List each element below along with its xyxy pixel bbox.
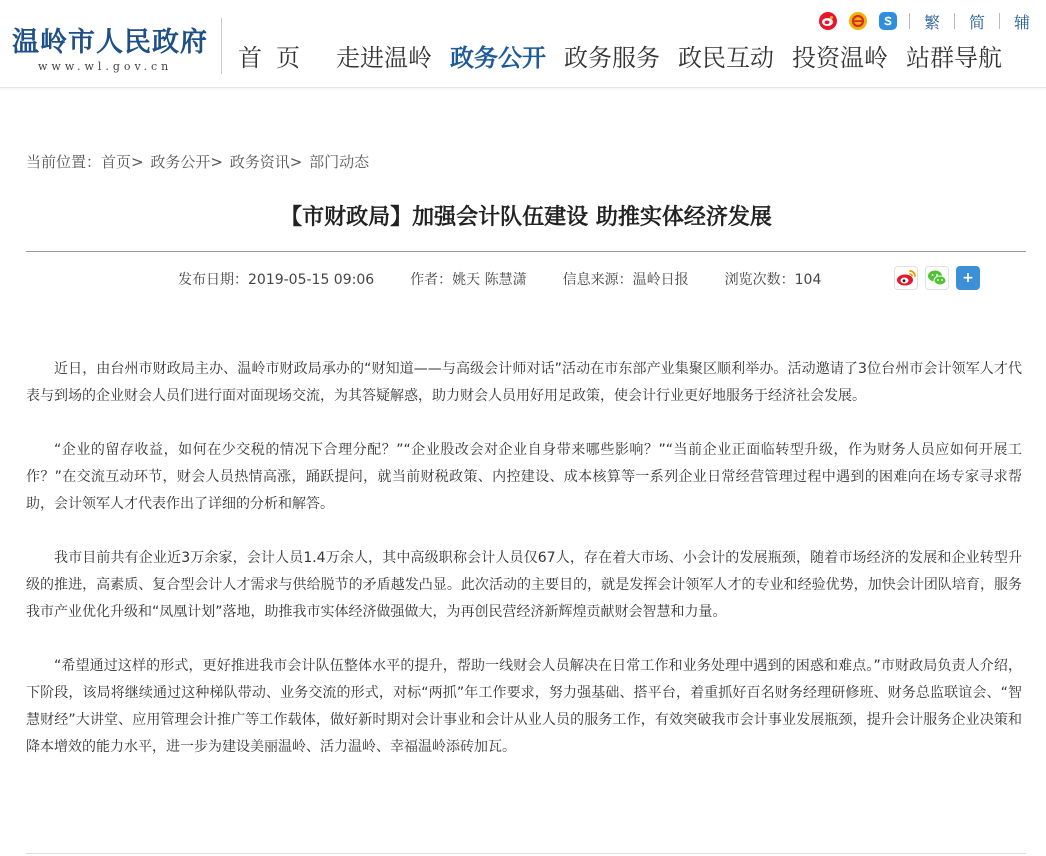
article-paragraph: 近日，由台州市财政局主办、温岭市财政局承办的“财知道——与高级会计师对话”活动在市东部产业集聚区顺利举办。活动邀请了3位台州市会计领军人才代表与到场的企业财会人员们进行面对面现场交流，为其答疑解惑，助力财会人员用好用足政策，使会计行业更好地服务于经济社会发展。 — [26, 361, 1022, 404]
article-paragraph: “希望通过这样的形式，更好推进我市会计队伍整体水平的提升，帮助一线财会人员解决在日常工作和业务处理中遇到的困惑和难点。”市财政局负责人介绍，下阶段，该局将继续通过这种梯队带动、业务交流的形式，对标“两抓”年工作要求，努力强基础、搭平台，着重抓好百名财务经理研修班、财务总监联谊会、“智慧财经”大讲堂、应用管理会计推广等工作载体，做好新时期对会计事业和会计从业人员的服务工作，有效突破我市会计事业发展瓶颈，提升会计服务企业决策和降本增效的能力水平，进一步为建设美丽温岭、活力温岭、幸福温岭添砖加瓦。 — [26, 658, 1022, 755]
site-logo[interactable] — [12, 20, 208, 78]
simplified-chinese-link[interactable]: 简 — [968, 12, 985, 32]
publish-date: 发布日期：2019-05-15 09:06 — [178, 272, 375, 288]
article-title: 【市财政局】加强会计队伍建设 助推实体经济发展 — [280, 205, 772, 230]
article-author: 作者：姚天 陈慧潇 — [410, 272, 527, 288]
breadcrumb-gov-news[interactable]: 政务资讯 — [229, 153, 290, 171]
title-divider — [26, 251, 1026, 252]
topbar-separator — [999, 13, 1000, 29]
main-nav — [238, 40, 1002, 76]
site-header — [0, 0, 1046, 88]
article-meta — [178, 269, 857, 289]
wechat-share-icon[interactable] — [925, 266, 949, 290]
nav-item-gov-services[interactable]: 政务服务 — [564, 44, 660, 72]
weibo-icon[interactable] — [819, 12, 837, 30]
nav-item-interaction[interactable]: 政民互动 — [678, 44, 774, 72]
breadcrumb-separator: > — [131, 153, 144, 171]
breadcrumb — [26, 151, 369, 172]
topbar — [813, 10, 1038, 32]
site-logo-title: 温岭市人民政府 — [12, 27, 208, 58]
share-bar — [894, 266, 987, 290]
skype-icon[interactable] — [879, 12, 897, 30]
view-count: 浏览次数：104 — [724, 272, 822, 288]
nav-item-investment[interactable]: 投资温岭 — [792, 44, 888, 72]
accessibility-link[interactable]: 辅 — [1013, 12, 1030, 32]
site-logo-url: www.wl.gov.cn — [38, 60, 173, 73]
nav-item-site-nav[interactable]: 站群导航 — [906, 44, 1002, 72]
traditional-chinese-link[interactable]: 繁 — [923, 12, 940, 32]
weibo-share-icon[interactable] — [894, 266, 918, 290]
breadcrumb-dept-news[interactable]: 部门动态 — [309, 153, 370, 171]
article-paragraph: “企业的留存收益，如何在少交税的情况下合理分配？”“企业股改会对企业自身带来哪些影响？”“当前企业正面临转型升级，作为财务人员应如何开展工作？”在交流互动环节，财会人员热情高涨，踊跃提问，就当前财税政策、内控建设、成本核算等一系列企业日常经营管理过程中遇到的困难向在场专家寻求帮助，会计领军人才代表作出了详细的分析和解答。 — [26, 442, 1022, 512]
nav-item-home[interactable]: 首页 — [238, 44, 314, 72]
bottom-divider — [26, 853, 1026, 854]
topbar-separator — [954, 13, 955, 29]
breadcrumb-prefix: 当前位置： — [26, 153, 102, 171]
article-body — [26, 356, 1022, 788]
breadcrumb-separator: > — [289, 153, 303, 171]
header-divider — [221, 18, 222, 74]
article-paragraph: 我市目前共有企业近3万余家，会计人员1.4万余人，其中高级职称会计人员仅67人，存在着大市场、小会计的发展瓶颈，随着市场经济的发展和企业转型升级的推进，高素质、复合型会计人才需求与供给脱节的矛盾越发凸显。此次活动的主要目的，就是发挥会计领军人才的专业和经验优势，加快会计团队培育，服务我市产业优化升级和“凤凰计划”落地，助推我市实体经济做强做大，为再创民营经济新辉煌贡献财会智慧和力量。 — [26, 550, 1022, 620]
more-share-icon[interactable]: + — [956, 266, 980, 290]
nav-item-gov-affairs[interactable]: 政务公开 — [450, 44, 546, 72]
breadcrumb-separator: > — [210, 153, 223, 171]
nav-item-about[interactable]: 走进温岭 — [336, 44, 432, 72]
topbar-separator — [909, 13, 910, 29]
ie-icon[interactable] — [849, 12, 867, 30]
article-source: 信息来源：温岭日报 — [562, 272, 689, 288]
breadcrumb-home[interactable]: 首页 — [101, 153, 132, 171]
breadcrumb-gov-affairs[interactable]: 政务公开 — [150, 153, 211, 171]
